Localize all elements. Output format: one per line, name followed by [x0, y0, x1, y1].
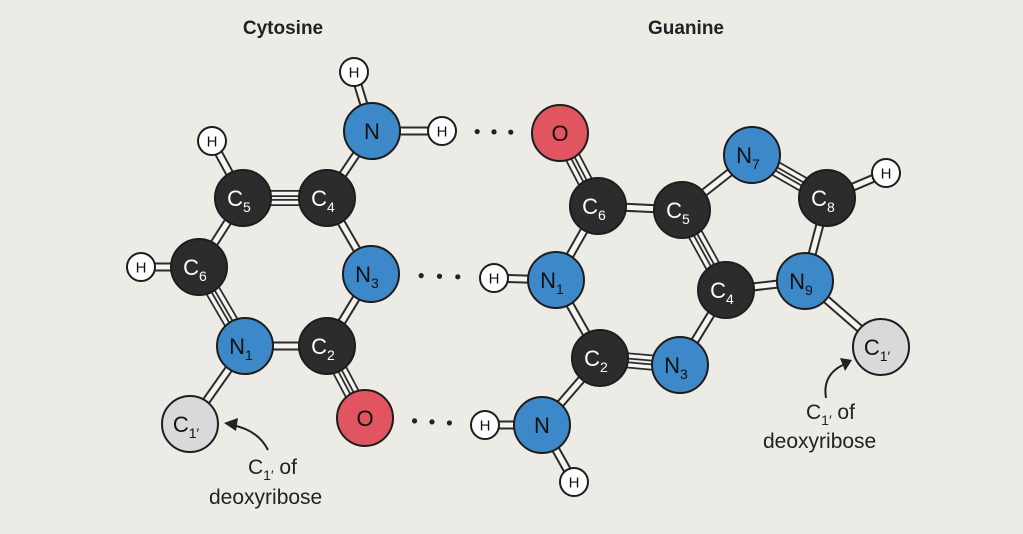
- atom-symbol-sub: 5: [682, 210, 690, 227]
- atom-symbol-main: N: [664, 352, 681, 378]
- atom-cN1: [217, 318, 273, 374]
- atom-cH5: [198, 127, 226, 155]
- atom-gN2: [514, 397, 570, 453]
- atom-gC2: [572, 330, 628, 386]
- atom-gH1: [480, 264, 508, 292]
- atom-gN7: [724, 127, 780, 183]
- atom-circle: [528, 252, 584, 308]
- atom-symbol-main: C: [183, 254, 200, 280]
- guanine-caption-of: of: [831, 401, 855, 424]
- atom-gN1: [528, 252, 584, 308]
- atom-circle: [570, 178, 626, 234]
- atom-symbol-main: C: [863, 334, 880, 360]
- atom-cC4: [299, 170, 355, 226]
- atom-cC6: [171, 239, 227, 295]
- atom-gC1p: [853, 319, 909, 375]
- atom-symbol-sub: 5: [243, 198, 251, 215]
- guanine-title: Guanine: [647, 18, 725, 39]
- atom-symbol-main: N: [736, 142, 753, 168]
- atom-gC5: [654, 182, 710, 238]
- atom-gO6: [532, 105, 588, 161]
- atom-symbol-main: N: [534, 412, 550, 438]
- atom-cC2: [299, 318, 355, 374]
- atom-symbol-sub: 1: [245, 346, 253, 363]
- atom-symbol-sub: 2: [600, 358, 608, 375]
- atom-circle: [428, 117, 456, 145]
- atom-circle: [654, 182, 710, 238]
- atom-circle: [471, 411, 499, 439]
- atom-circle: [532, 105, 588, 161]
- atom-symbol-main: N: [355, 261, 372, 287]
- atom-circle: [340, 58, 368, 86]
- hydrogen-bond-dot: [429, 419, 434, 424]
- guanine-caption-line2: deoxyribose: [763, 430, 877, 453]
- atom-symbol-main: C: [311, 185, 328, 211]
- atom-circle: [572, 330, 628, 386]
- atom-symbol-main: N: [364, 118, 380, 144]
- cytosine-caption-line2: deoxyribose: [209, 486, 323, 509]
- atom-symbol-main: H: [880, 165, 892, 183]
- atom-cN4: [344, 103, 400, 159]
- atom-symbol-main: H: [348, 64, 360, 82]
- atom-symbol-sub: 2: [327, 346, 335, 363]
- atom-circle: [872, 159, 900, 187]
- atom-circle: [799, 170, 855, 226]
- atom-cO2: [337, 390, 393, 446]
- guanine-caption-sub: 1′: [821, 412, 832, 428]
- atom-symbol-sub: 4: [726, 290, 734, 307]
- atom-symbol-main: H: [488, 270, 500, 288]
- atom-symbol-main: C: [666, 197, 683, 223]
- atom-cC1p: [162, 396, 218, 452]
- atom-symbol-main: C: [710, 277, 727, 303]
- hydrogen-bond-dot: [455, 274, 460, 279]
- atom-symbol-sub: 8: [827, 198, 835, 215]
- atom-symbol-main: H: [479, 417, 491, 435]
- atom-circle: [344, 103, 400, 159]
- atom-circle: [853, 319, 909, 375]
- atom-symbol-main: C: [227, 185, 244, 211]
- atom-symbol-sub: 7: [752, 155, 760, 172]
- atom-symbol-main: C: [811, 185, 828, 211]
- atom-gC6: [570, 178, 626, 234]
- atom-circle: [162, 396, 218, 452]
- atom-circle: [698, 262, 754, 318]
- atom-symbol-sub: 1′: [188, 424, 200, 441]
- atom-symbol-main: H: [436, 123, 448, 141]
- atom-cH_N4b: [428, 117, 456, 145]
- atom-circle: [560, 468, 588, 496]
- atom-gN3: [652, 337, 708, 393]
- atom-cC5: [215, 170, 271, 226]
- atom-symbol-sub: 1′: [879, 347, 891, 364]
- hydrogen-bond-dot: [412, 418, 417, 423]
- cytosine-caption-c: C: [248, 456, 264, 479]
- atom-symbol-sub: 3: [680, 365, 688, 382]
- atom-gH2b: [560, 468, 588, 496]
- atom-symbol-main: C: [582, 193, 599, 219]
- hydrogen-bond-dot: [419, 273, 424, 278]
- atom-symbol-sub: 6: [598, 206, 606, 223]
- atom-gN9: [777, 253, 833, 309]
- atom-circle: [171, 239, 227, 295]
- cytosine-caption-sub: 1′: [263, 467, 274, 483]
- atom-circle: [652, 337, 708, 393]
- atom-circle: [343, 246, 399, 302]
- atom-gC4: [698, 262, 754, 318]
- atom-circle: [198, 127, 226, 155]
- atom-symbol-main: H: [568, 474, 580, 492]
- atom-symbol-sub: 3: [371, 274, 379, 291]
- atom-symbol-main: O: [356, 405, 374, 431]
- atom-symbol-sub: 6: [199, 267, 207, 284]
- atom-symbol-main: H: [135, 259, 147, 277]
- atom-gH8: [872, 159, 900, 187]
- atom-symbol-main: C: [311, 333, 328, 359]
- atom-symbol-main: N: [789, 268, 806, 294]
- hydrogen-bond-dot: [447, 420, 452, 425]
- atom-cH_N4a: [340, 58, 368, 86]
- atom-circle: [299, 318, 355, 374]
- atom-symbol-main: C: [172, 411, 189, 437]
- atom-symbol-sub: 1: [556, 280, 564, 297]
- atom-circle: [299, 170, 355, 226]
- atom-circle: [127, 253, 155, 281]
- atom-circle: [337, 390, 393, 446]
- atom-symbol-main: O: [551, 120, 569, 146]
- hydrogen-bond-dot: [475, 129, 480, 134]
- cytosine-title: Cytosine: [242, 18, 324, 39]
- cytosine-caption-of: of: [273, 456, 297, 479]
- atom-circle: [514, 397, 570, 453]
- atom-circle: [777, 253, 833, 309]
- hydrogen-bond-dot: [508, 130, 513, 135]
- atom-symbol-main: N: [540, 267, 557, 293]
- atom-symbol-sub: 4: [327, 198, 335, 215]
- atom-symbol-main: C: [584, 345, 601, 371]
- hydrogen-bond-dot: [437, 274, 442, 279]
- atom-gH2a: [471, 411, 499, 439]
- atom-circle: [217, 318, 273, 374]
- hydrogen-bond-dot: [491, 129, 496, 134]
- atom-symbol-main: H: [206, 133, 218, 151]
- atom-symbol-main: N: [229, 333, 246, 359]
- atom-gC8: [799, 170, 855, 226]
- atom-cN3: [343, 246, 399, 302]
- atom-circle: [724, 127, 780, 183]
- guanine-caption-c: C: [806, 401, 822, 424]
- atom-circle: [480, 264, 508, 292]
- atom-symbol-sub: 9: [805, 281, 813, 298]
- atom-circle: [215, 170, 271, 226]
- atom-cH6: [127, 253, 155, 281]
